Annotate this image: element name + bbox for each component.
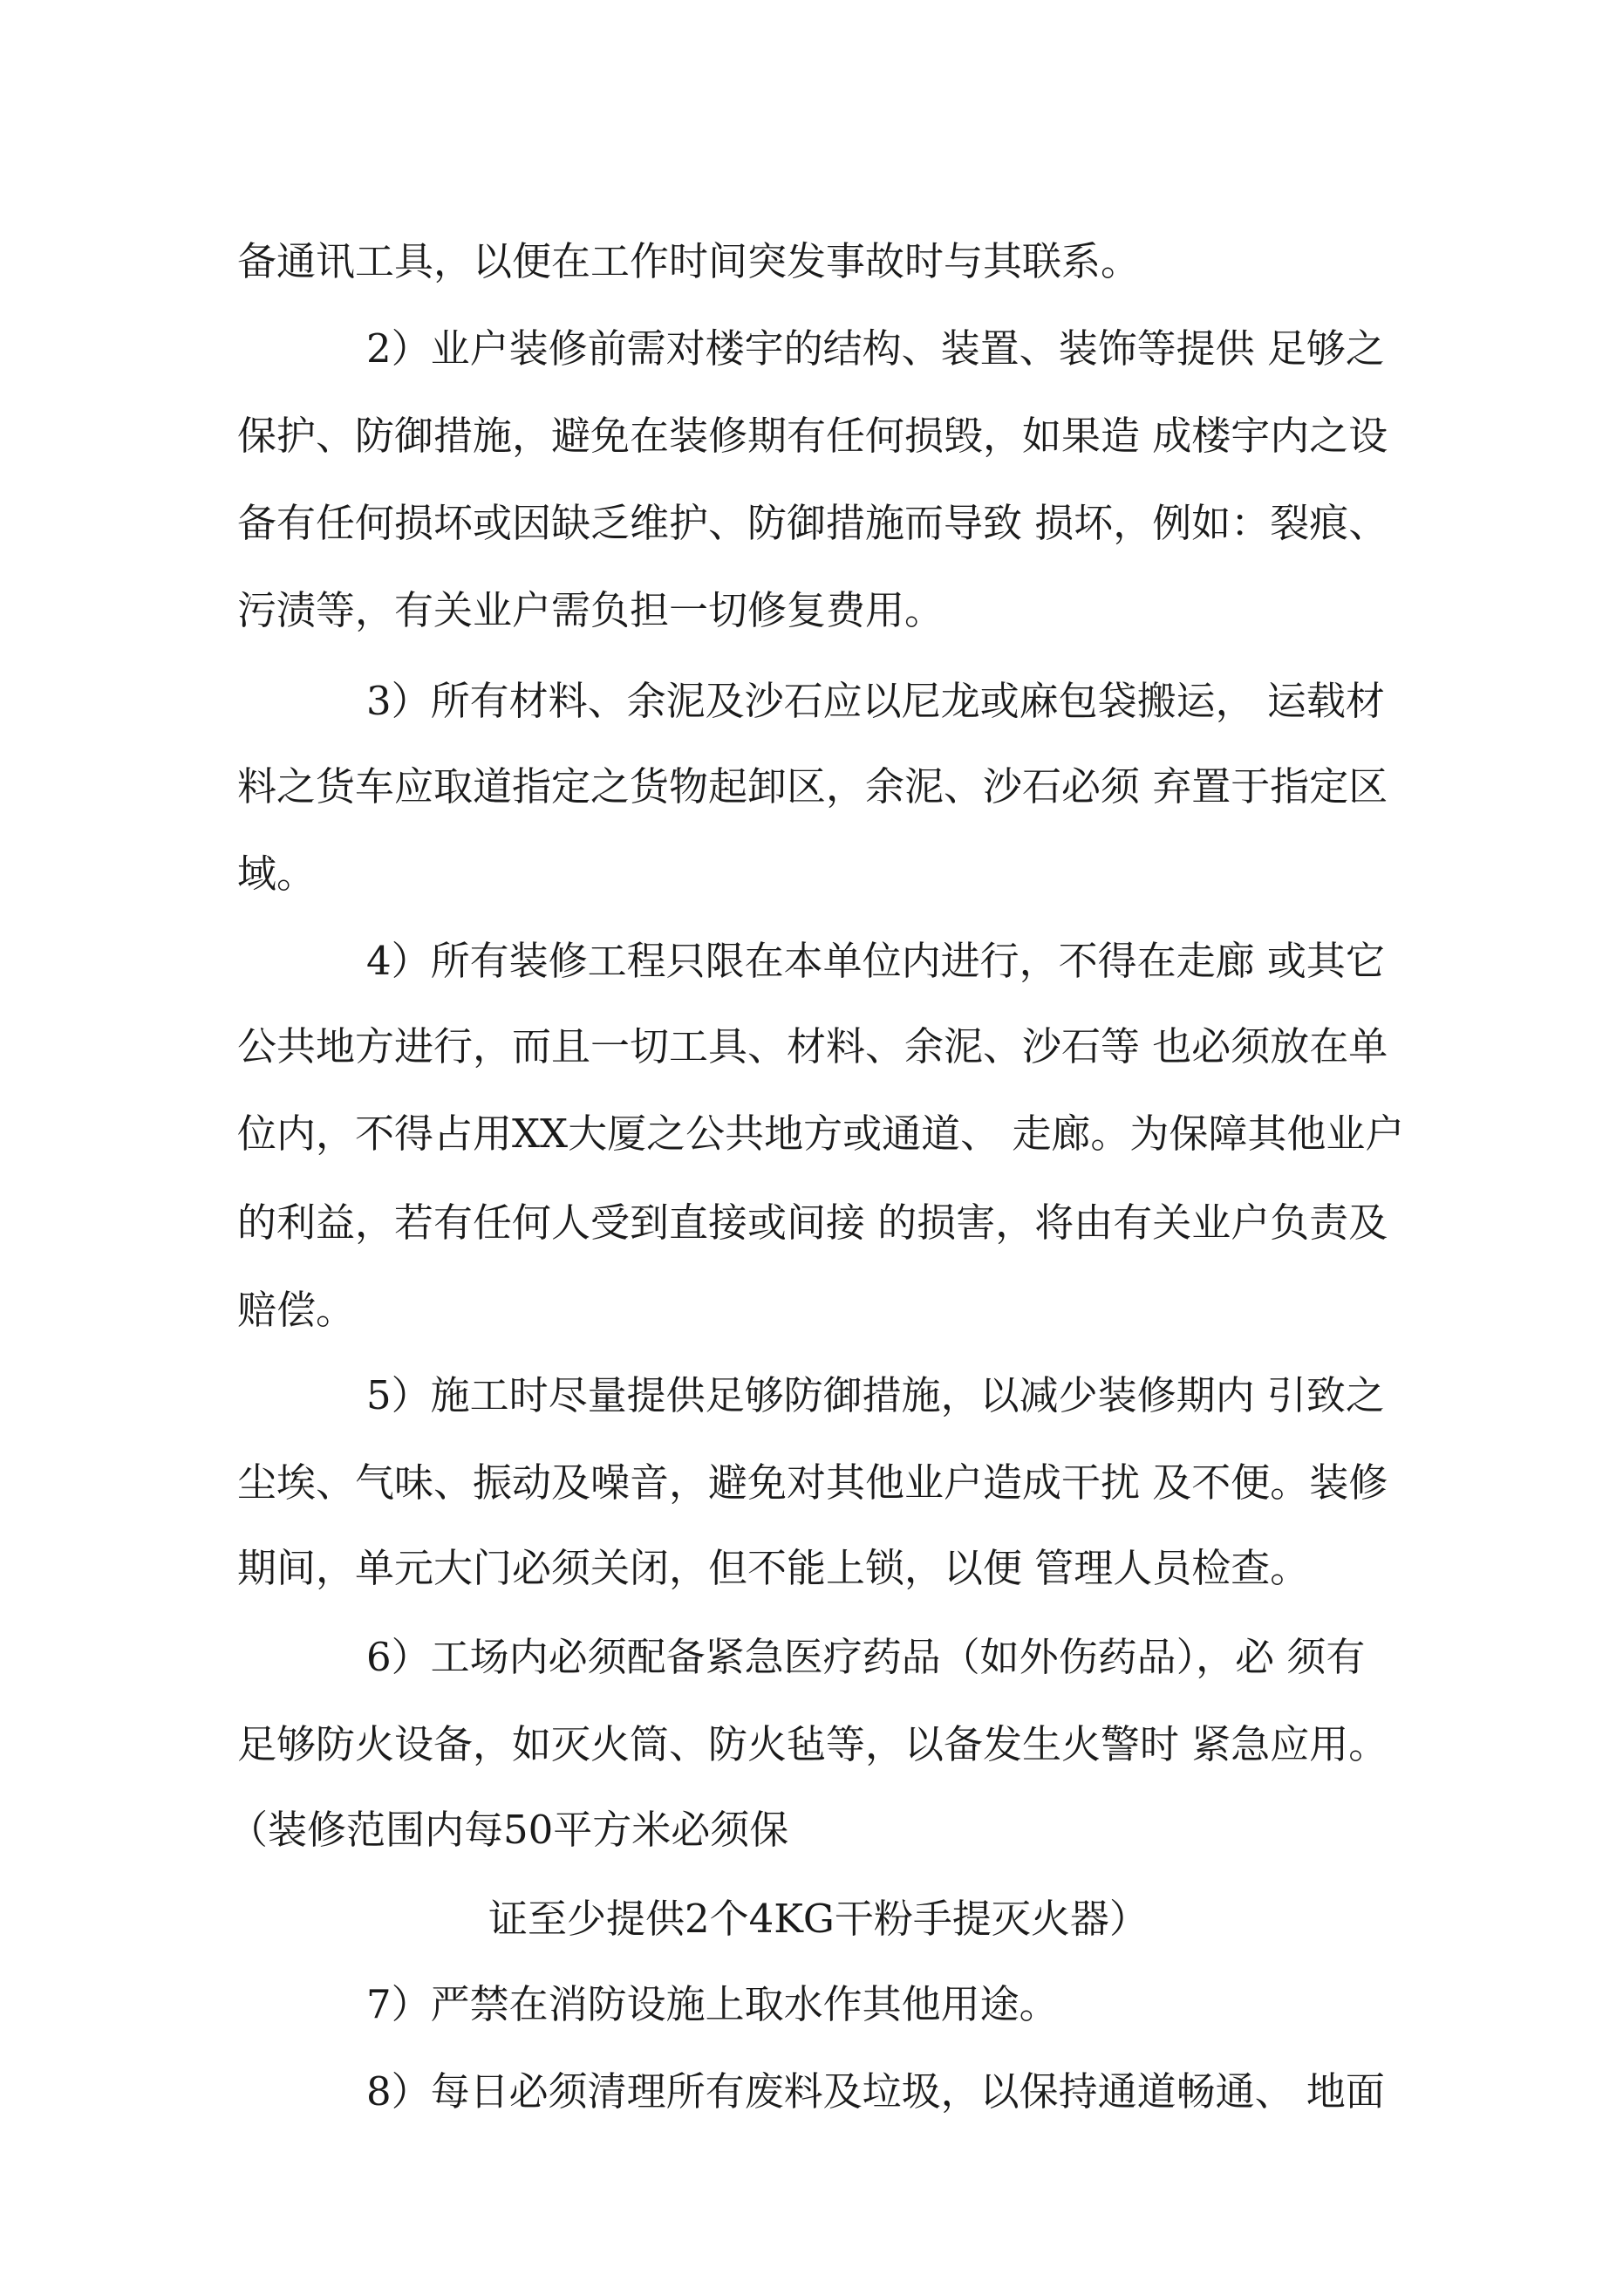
text-line: 期间，单元大门必须关闭，但不能上锁，以便 管理人员检查。 <box>237 1545 1310 1591</box>
text-line: 污渍等，有关业户需负担一切修复费用。 <box>237 587 944 633</box>
text-line: 域。 <box>237 851 317 897</box>
text-line: 备有任何损坏或因缺乏维护、防御措施而导致 损坏，例如：裂痕、 <box>237 500 1388 546</box>
text-line: 位内，不得占用XX大厦之公共地方或通道、 走廊。为保障其他业户 <box>237 1110 1405 1157</box>
text-line: 5）施工时尽量提供足够防御措施，以减少装修期内 引致之 <box>366 1372 1385 1418</box>
text-line: 公共地方进行，而且一切工具、材料、余泥、沙石等 也必须放在单 <box>237 1023 1388 1069</box>
text-line: 4）所有装修工程只限在本单位内进行，不得在走廊 或其它 <box>366 938 1385 984</box>
text-line: 3）所有材料、余泥及沙石应以尼龙或麻包袋搬运， 运载材 <box>366 678 1385 724</box>
text-line: （装修范围内每50平方米必须保 <box>228 1807 789 1853</box>
text-line: 7）严禁在消防设施上取水作其他用途。 <box>366 1981 1059 2027</box>
text-line: 2）业户装修前需对楼宇的结构、装置、装饰等提供 足够之 <box>366 325 1385 372</box>
text-line: 8）每日必须清理所有废料及垃圾，以保持通道畅通、 地面 <box>366 2068 1385 2115</box>
text-line: 保护、防御措施，避免在装修期有任何损毁，如果造 成楼宇内之设 <box>237 413 1388 459</box>
text-line: 证至少提供2个4KG干粉手提灭火器） <box>488 1896 1149 1942</box>
text-line: 赔偿。 <box>237 1287 356 1333</box>
text-line: 的利益，若有任何人受到直接或间接 的损害，将由有关业户负责及 <box>237 1199 1388 1246</box>
text-line: 料之货车应取道指定之货物起卸区，余泥、沙石必须 弃置于指定区 <box>237 763 1388 810</box>
text-line: 尘埃、气味、振动及噪音，避免对其他业户造成干扰 及不便。装修 <box>237 1459 1388 1506</box>
text-line: 足够防火设备，如灭火筒、防火毡等，以备发生火警时 紧急应用。 <box>237 1721 1388 1767</box>
text-line: 6）工场内必须配备紧急医疗药品（如外伤药品），必 须有 <box>366 1634 1366 1680</box>
text-line: 备通讯工具，以便在工作时间突发事故时与其联系。 <box>237 238 1141 284</box>
